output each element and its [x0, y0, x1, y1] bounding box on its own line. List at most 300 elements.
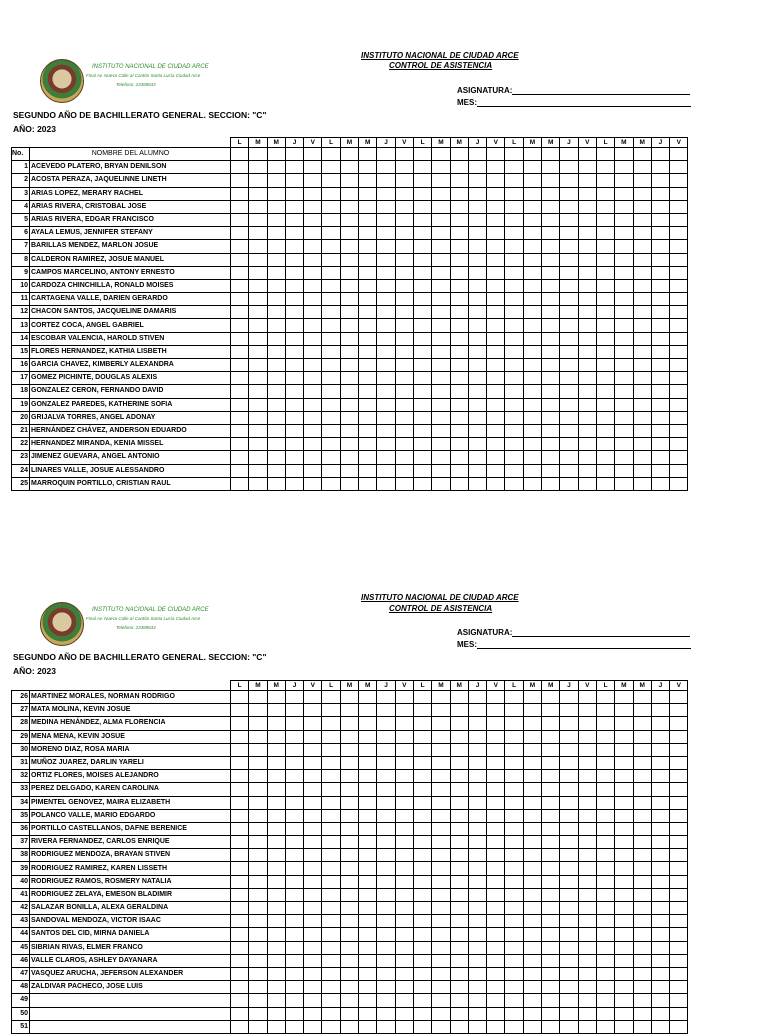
attendance-cell[interactable]: [377, 967, 395, 980]
attendance-cell[interactable]: [377, 438, 395, 451]
attendance-cell[interactable]: [377, 464, 395, 477]
attendance-cell[interactable]: [670, 783, 688, 796]
attendance-cell[interactable]: [377, 385, 395, 398]
attendance-cell[interactable]: [578, 372, 596, 385]
attendance-cell[interactable]: [322, 809, 340, 822]
attendance-cell[interactable]: [596, 954, 614, 967]
attendance-cell[interactable]: [542, 928, 560, 941]
attendance-cell[interactable]: [413, 915, 431, 928]
attendance-cell[interactable]: [450, 941, 468, 954]
attendance-cell[interactable]: [487, 293, 505, 306]
attendance-cell[interactable]: [377, 266, 395, 279]
attendance-cell[interactable]: [468, 730, 486, 743]
attendance-cell[interactable]: [304, 849, 322, 862]
attendance-cell[interactable]: [560, 809, 578, 822]
attendance-cell[interactable]: [633, 730, 651, 743]
attendance-cell[interactable]: [231, 372, 249, 385]
attendance-cell[interactable]: [468, 888, 486, 901]
attendance-cell[interactable]: [615, 200, 633, 213]
attendance-cell[interactable]: [615, 279, 633, 292]
attendance-cell[interactable]: [413, 704, 431, 717]
attendance-cell[interactable]: [267, 862, 285, 875]
attendance-cell[interactable]: [304, 438, 322, 451]
attendance-cell[interactable]: [651, 796, 669, 809]
attendance-cell[interactable]: [432, 902, 450, 915]
attendance-cell[interactable]: [267, 954, 285, 967]
attendance-cell[interactable]: [395, 981, 413, 994]
attendance-cell[interactable]: [487, 704, 505, 717]
attendance-cell[interactable]: [523, 148, 541, 161]
attendance-cell[interactable]: [231, 1007, 249, 1020]
attendance-cell[interactable]: [505, 213, 523, 226]
attendance-cell[interactable]: [505, 809, 523, 822]
attendance-cell[interactable]: [651, 359, 669, 372]
attendance-cell[interactable]: [304, 691, 322, 704]
attendance-cell[interactable]: [523, 161, 541, 174]
attendance-cell[interactable]: [505, 424, 523, 437]
attendance-cell[interactable]: [468, 227, 486, 240]
attendance-cell[interactable]: [670, 385, 688, 398]
attendance-cell[interactable]: [615, 875, 633, 888]
attendance-cell[interactable]: [413, 148, 431, 161]
attendance-cell[interactable]: [560, 174, 578, 187]
attendance-cell[interactable]: [413, 836, 431, 849]
attendance-cell[interactable]: [340, 717, 358, 730]
attendance-cell[interactable]: [542, 756, 560, 769]
attendance-cell[interactable]: [651, 967, 669, 980]
attendance-cell[interactable]: [395, 717, 413, 730]
attendance-cell[interactable]: [596, 161, 614, 174]
attendance-cell[interactable]: [304, 451, 322, 464]
attendance-cell[interactable]: [596, 1007, 614, 1020]
attendance-cell[interactable]: [413, 875, 431, 888]
attendance-cell[interactable]: [670, 187, 688, 200]
attendance-cell[interactable]: [615, 240, 633, 253]
attendance-cell[interactable]: [285, 875, 303, 888]
attendance-cell[interactable]: [487, 1020, 505, 1033]
attendance-cell[interactable]: [304, 372, 322, 385]
attendance-cell[interactable]: [651, 253, 669, 266]
attendance-cell[interactable]: [578, 227, 596, 240]
attendance-cell[interactable]: [359, 359, 377, 372]
attendance-cell[interactable]: [505, 227, 523, 240]
attendance-cell[interactable]: [523, 796, 541, 809]
attendance-cell[interactable]: [542, 862, 560, 875]
attendance-cell[interactable]: [285, 438, 303, 451]
attendance-cell[interactable]: [359, 902, 377, 915]
attendance-cell[interactable]: [249, 994, 267, 1007]
attendance-cell[interactable]: [578, 161, 596, 174]
attendance-cell[interactable]: [542, 424, 560, 437]
attendance-cell[interactable]: [578, 279, 596, 292]
attendance-cell[interactable]: [304, 862, 322, 875]
attendance-cell[interactable]: [359, 928, 377, 941]
attendance-cell[interactable]: [615, 227, 633, 240]
attendance-cell[interactable]: [249, 253, 267, 266]
attendance-cell[interactable]: [542, 704, 560, 717]
attendance-cell[interactable]: [505, 704, 523, 717]
attendance-cell[interactable]: [359, 717, 377, 730]
attendance-cell[interactable]: [340, 266, 358, 279]
attendance-cell[interactable]: [304, 398, 322, 411]
attendance-cell[interactable]: [377, 306, 395, 319]
attendance-cell[interactable]: [523, 411, 541, 424]
attendance-cell[interactable]: [322, 385, 340, 398]
attendance-cell[interactable]: [578, 240, 596, 253]
attendance-cell[interactable]: [670, 424, 688, 437]
attendance-cell[interactable]: [340, 306, 358, 319]
attendance-cell[interactable]: [487, 161, 505, 174]
attendance-cell[interactable]: [505, 822, 523, 835]
attendance-cell[interactable]: [596, 438, 614, 451]
attendance-cell[interactable]: [340, 161, 358, 174]
attendance-cell[interactable]: [633, 253, 651, 266]
attendance-cell[interactable]: [340, 730, 358, 743]
attendance-cell[interactable]: [340, 691, 358, 704]
attendance-cell[interactable]: [432, 253, 450, 266]
attendance-cell[interactable]: [395, 187, 413, 200]
attendance-cell[interactable]: [249, 464, 267, 477]
attendance-cell[interactable]: [633, 293, 651, 306]
attendance-cell[interactable]: [633, 1007, 651, 1020]
attendance-cell[interactable]: [596, 822, 614, 835]
attendance-cell[interactable]: [487, 306, 505, 319]
attendance-cell[interactable]: [450, 424, 468, 437]
attendance-cell[interactable]: [413, 730, 431, 743]
attendance-cell[interactable]: [596, 477, 614, 490]
attendance-cell[interactable]: [560, 372, 578, 385]
attendance-cell[interactable]: [670, 345, 688, 358]
attendance-cell[interactable]: [231, 385, 249, 398]
attendance-cell[interactable]: [304, 809, 322, 822]
attendance-cell[interactable]: [395, 424, 413, 437]
attendance-cell[interactable]: [377, 941, 395, 954]
attendance-cell[interactable]: [285, 227, 303, 240]
attendance-cell[interactable]: [432, 915, 450, 928]
attendance-cell[interactable]: [432, 411, 450, 424]
attendance-cell[interactable]: [578, 411, 596, 424]
attendance-cell[interactable]: [670, 875, 688, 888]
attendance-cell[interactable]: [413, 266, 431, 279]
attendance-cell[interactable]: [560, 213, 578, 226]
attendance-cell[interactable]: [395, 915, 413, 928]
attendance-cell[interactable]: [450, 438, 468, 451]
attendance-cell[interactable]: [285, 451, 303, 464]
attendance-cell[interactable]: [615, 770, 633, 783]
attendance-cell[interactable]: [285, 411, 303, 424]
attendance-cell[interactable]: [450, 743, 468, 756]
attendance-cell[interactable]: [578, 770, 596, 783]
attendance-cell[interactable]: [505, 796, 523, 809]
attendance-cell[interactable]: [468, 994, 486, 1007]
attendance-cell[interactable]: [432, 213, 450, 226]
attendance-cell[interactable]: [468, 743, 486, 756]
attendance-cell[interactable]: [231, 888, 249, 901]
attendance-cell[interactable]: [542, 266, 560, 279]
attendance-cell[interactable]: [523, 359, 541, 372]
attendance-cell[interactable]: [267, 888, 285, 901]
attendance-cell[interactable]: [359, 477, 377, 490]
attendance-cell[interactable]: [468, 359, 486, 372]
attendance-cell[interactable]: [651, 875, 669, 888]
attendance-cell[interactable]: [285, 1020, 303, 1033]
attendance-cell[interactable]: [487, 398, 505, 411]
attendance-cell[interactable]: [249, 200, 267, 213]
attendance-cell[interactable]: [670, 941, 688, 954]
attendance-cell[interactable]: [304, 161, 322, 174]
attendance-cell[interactable]: [633, 1020, 651, 1033]
attendance-cell[interactable]: [450, 200, 468, 213]
attendance-cell[interactable]: [285, 836, 303, 849]
attendance-cell[interactable]: [523, 994, 541, 1007]
attendance-cell[interactable]: [651, 717, 669, 730]
attendance-cell[interactable]: [523, 200, 541, 213]
attendance-cell[interactable]: [670, 849, 688, 862]
attendance-cell[interactable]: [560, 902, 578, 915]
attendance-cell[interactable]: [395, 743, 413, 756]
attendance-cell[interactable]: [487, 862, 505, 875]
attendance-cell[interactable]: [505, 849, 523, 862]
attendance-cell[interactable]: [322, 477, 340, 490]
attendance-cell[interactable]: [432, 464, 450, 477]
attendance-cell[interactable]: [651, 756, 669, 769]
attendance-cell[interactable]: [578, 783, 596, 796]
attendance-cell[interactable]: [523, 941, 541, 954]
attendance-cell[interactable]: [231, 704, 249, 717]
attendance-cell[interactable]: [523, 424, 541, 437]
attendance-cell[interactable]: [560, 994, 578, 1007]
attendance-cell[interactable]: [432, 174, 450, 187]
attendance-cell[interactable]: [468, 398, 486, 411]
attendance-cell[interactable]: [615, 730, 633, 743]
attendance-cell[interactable]: [340, 332, 358, 345]
attendance-cell[interactable]: [651, 293, 669, 306]
attendance-cell[interactable]: [377, 954, 395, 967]
attendance-cell[interactable]: [285, 161, 303, 174]
attendance-cell[interactable]: [267, 293, 285, 306]
attendance-cell[interactable]: [267, 200, 285, 213]
attendance-cell[interactable]: [596, 306, 614, 319]
attendance-cell[interactable]: [231, 902, 249, 915]
attendance-cell[interactable]: [322, 424, 340, 437]
attendance-cell[interactable]: [377, 187, 395, 200]
attendance-cell[interactable]: [322, 704, 340, 717]
attendance-cell[interactable]: [395, 306, 413, 319]
attendance-cell[interactable]: [670, 836, 688, 849]
attendance-cell[interactable]: [542, 174, 560, 187]
attendance-cell[interactable]: [432, 994, 450, 1007]
attendance-cell[interactable]: [615, 954, 633, 967]
attendance-cell[interactable]: [322, 227, 340, 240]
attendance-cell[interactable]: [596, 359, 614, 372]
attendance-cell[interactable]: [359, 148, 377, 161]
attendance-cell[interactable]: [285, 1007, 303, 1020]
attendance-cell[interactable]: [578, 849, 596, 862]
attendance-cell[interactable]: [304, 200, 322, 213]
attendance-cell[interactable]: [249, 438, 267, 451]
attendance-cell[interactable]: [322, 756, 340, 769]
attendance-cell[interactable]: [651, 213, 669, 226]
attendance-cell[interactable]: [523, 332, 541, 345]
attendance-cell[interactable]: [615, 345, 633, 358]
attendance-cell[interactable]: [633, 464, 651, 477]
attendance-cell[interactable]: [560, 849, 578, 862]
attendance-cell[interactable]: [487, 148, 505, 161]
attendance-cell[interactable]: [395, 266, 413, 279]
attendance-cell[interactable]: [285, 849, 303, 862]
attendance-cell[interactable]: [523, 967, 541, 980]
attendance-cell[interactable]: [578, 306, 596, 319]
attendance-cell[interactable]: [651, 240, 669, 253]
attendance-cell[interactable]: [450, 319, 468, 332]
attendance-cell[interactable]: [468, 372, 486, 385]
attendance-cell[interactable]: [450, 464, 468, 477]
attendance-cell[interactable]: [432, 200, 450, 213]
attendance-cell[interactable]: [285, 253, 303, 266]
attendance-cell[interactable]: [322, 836, 340, 849]
attendance-cell[interactable]: [615, 411, 633, 424]
attendance-cell[interactable]: [413, 240, 431, 253]
attendance-cell[interactable]: [523, 1020, 541, 1033]
attendance-cell[interactable]: [633, 994, 651, 1007]
attendance-cell[interactable]: [505, 266, 523, 279]
attendance-cell[interactable]: [285, 888, 303, 901]
attendance-cell[interactable]: [304, 928, 322, 941]
attendance-cell[interactable]: [231, 928, 249, 941]
attendance-cell[interactable]: [395, 875, 413, 888]
attendance-cell[interactable]: [578, 148, 596, 161]
attendance-cell[interactable]: [487, 822, 505, 835]
attendance-cell[interactable]: [359, 279, 377, 292]
attendance-cell[interactable]: [505, 915, 523, 928]
attendance-cell[interactable]: [285, 213, 303, 226]
attendance-cell[interactable]: [487, 902, 505, 915]
attendance-cell[interactable]: [560, 332, 578, 345]
attendance-cell[interactable]: [249, 385, 267, 398]
attendance-cell[interactable]: [487, 424, 505, 437]
attendance-cell[interactable]: [377, 345, 395, 358]
attendance-cell[interactable]: [615, 161, 633, 174]
attendance-cell[interactable]: [359, 981, 377, 994]
attendance-cell[interactable]: [340, 345, 358, 358]
attendance-cell[interactable]: [413, 398, 431, 411]
attendance-cell[interactable]: [578, 730, 596, 743]
attendance-cell[interactable]: [395, 385, 413, 398]
attendance-cell[interactable]: [633, 862, 651, 875]
attendance-cell[interactable]: [542, 240, 560, 253]
attendance-cell[interactable]: [560, 148, 578, 161]
attendance-cell[interactable]: [285, 359, 303, 372]
attendance-cell[interactable]: [322, 161, 340, 174]
attendance-cell[interactable]: [651, 888, 669, 901]
attendance-cell[interactable]: [578, 994, 596, 1007]
attendance-cell[interactable]: [340, 796, 358, 809]
attendance-cell[interactable]: [340, 849, 358, 862]
attendance-cell[interactable]: [249, 967, 267, 980]
attendance-cell[interactable]: [596, 717, 614, 730]
attendance-cell[interactable]: [340, 200, 358, 213]
attendance-cell[interactable]: [249, 398, 267, 411]
attendance-cell[interactable]: [505, 691, 523, 704]
attendance-cell[interactable]: [450, 240, 468, 253]
attendance-cell[interactable]: [651, 730, 669, 743]
attendance-cell[interactable]: [523, 915, 541, 928]
attendance-cell[interactable]: [249, 227, 267, 240]
attendance-cell[interactable]: [651, 783, 669, 796]
attendance-cell[interactable]: [267, 148, 285, 161]
attendance-cell[interactable]: [596, 875, 614, 888]
attendance-cell[interactable]: [359, 266, 377, 279]
attendance-cell[interactable]: [359, 994, 377, 1007]
attendance-cell[interactable]: [395, 411, 413, 424]
attendance-cell[interactable]: [304, 836, 322, 849]
attendance-cell[interactable]: [615, 187, 633, 200]
attendance-cell[interactable]: [413, 411, 431, 424]
attendance-cell[interactable]: [487, 756, 505, 769]
attendance-cell[interactable]: [542, 438, 560, 451]
attendance-cell[interactable]: [231, 954, 249, 967]
attendance-cell[interactable]: [359, 345, 377, 358]
attendance-cell[interactable]: [542, 187, 560, 200]
attendance-cell[interactable]: [249, 875, 267, 888]
attendance-cell[interactable]: [450, 770, 468, 783]
attendance-cell[interactable]: [542, 451, 560, 464]
attendance-cell[interactable]: [267, 174, 285, 187]
attendance-cell[interactable]: [432, 279, 450, 292]
attendance-cell[interactable]: [523, 849, 541, 862]
attendance-cell[interactable]: [413, 796, 431, 809]
attendance-cell[interactable]: [340, 862, 358, 875]
attendance-cell[interactable]: [322, 266, 340, 279]
attendance-cell[interactable]: [450, 279, 468, 292]
attendance-cell[interactable]: [487, 279, 505, 292]
attendance-cell[interactable]: [505, 770, 523, 783]
attendance-cell[interactable]: [651, 411, 669, 424]
attendance-cell[interactable]: [596, 915, 614, 928]
attendance-cell[interactable]: [542, 1007, 560, 1020]
attendance-cell[interactable]: [340, 213, 358, 226]
attendance-cell[interactable]: [340, 704, 358, 717]
attendance-cell[interactable]: [377, 1020, 395, 1033]
attendance-cell[interactable]: [578, 319, 596, 332]
attendance-cell[interactable]: [231, 253, 249, 266]
attendance-cell[interactable]: [432, 783, 450, 796]
attendance-cell[interactable]: [285, 928, 303, 941]
attendance-cell[interactable]: [267, 691, 285, 704]
attendance-cell[interactable]: [395, 464, 413, 477]
attendance-cell[interactable]: [249, 822, 267, 835]
attendance-cell[interactable]: [450, 398, 468, 411]
attendance-cell[interactable]: [596, 148, 614, 161]
attendance-cell[interactable]: [285, 902, 303, 915]
attendance-cell[interactable]: [304, 174, 322, 187]
attendance-cell[interactable]: [322, 372, 340, 385]
attendance-cell[interactable]: [523, 691, 541, 704]
attendance-cell[interactable]: [304, 227, 322, 240]
attendance-cell[interactable]: [413, 770, 431, 783]
attendance-cell[interactable]: [523, 783, 541, 796]
attendance-cell[interactable]: [285, 862, 303, 875]
attendance-cell[interactable]: [359, 1007, 377, 1020]
attendance-cell[interactable]: [633, 875, 651, 888]
attendance-cell[interactable]: [468, 240, 486, 253]
attendance-cell[interactable]: [322, 279, 340, 292]
attendance-cell[interactable]: [432, 385, 450, 398]
attendance-cell[interactable]: [633, 240, 651, 253]
attendance-cell[interactable]: [359, 822, 377, 835]
attendance-cell[interactable]: [285, 954, 303, 967]
attendance-cell[interactable]: [267, 424, 285, 437]
